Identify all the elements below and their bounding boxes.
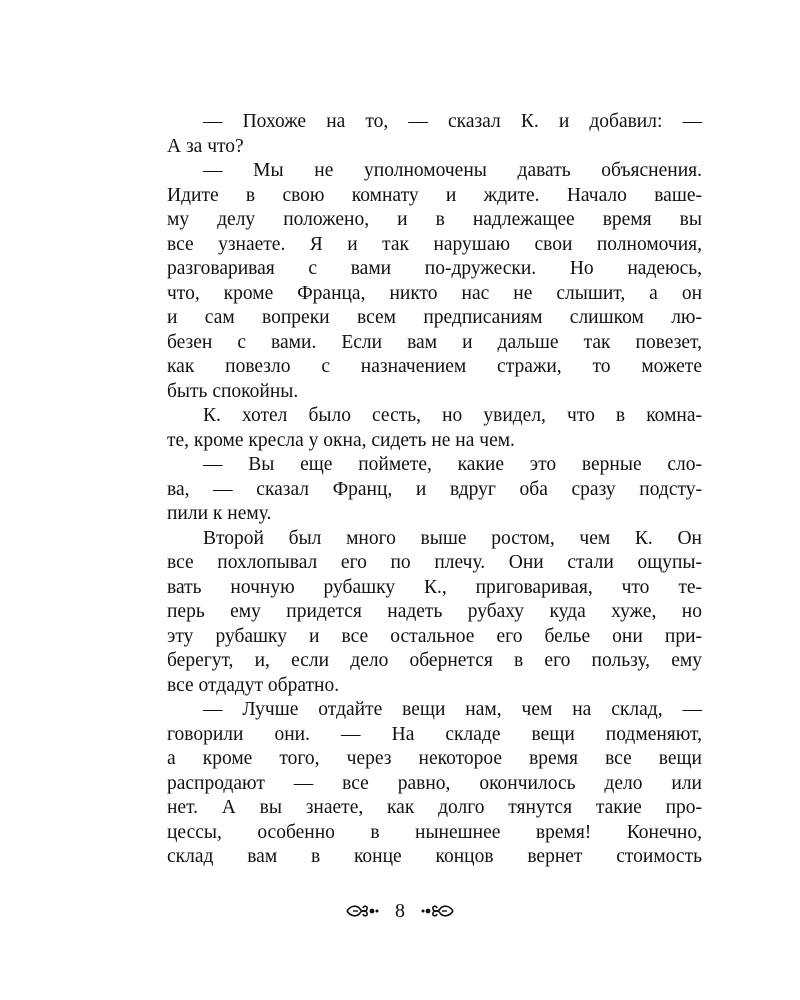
text-line: все узнаете. Я и так нарушаю свои полномочия, — [167, 233, 702, 255]
text-line: склад вам в конце концов вернет стоимость — [167, 846, 702, 867]
text-line: все похлопывал его по плечу. Они стали ощупы- — [167, 552, 702, 573]
text-line: а кроме того, через некоторое время все вещи — [167, 748, 702, 769]
text-line: что, кроме Франца, никто нас не слышит, а он — [167, 282, 702, 304]
left-floral-ornament-icon — [345, 903, 381, 919]
text-line: распродают — все равно, окончилось дело или — [167, 772, 702, 794]
text-line: как повезло с назначением стражи, то можете — [167, 356, 702, 377]
text-line: К. хотел было сесть, но увидел, что в комна- — [203, 405, 702, 426]
text-line: говорили они. — На складе вещи подменяют, — [167, 723, 702, 745]
text-line: и сам вопреки всем предписаниям слишком лю- — [167, 307, 702, 328]
page-number: 8 — [395, 900, 405, 922]
text-line: А за что? — [167, 135, 244, 157]
text-line: те, кроме кресла у окна, сидеть не на чем. — [167, 429, 515, 451]
text-line: — Вы еще поймете, какие это верные сло- — [203, 454, 702, 475]
text-line: берегут, и, если дело обернется в его пользу, ему — [167, 650, 702, 671]
text-line: разговаривая с вами по-дружески. Но надеюсь, — [167, 258, 702, 279]
page-footer — [0, 896, 800, 926]
text-line: — Похоже на то, — сказал К. и добавил: — — [203, 111, 702, 132]
text-line: все отдадут обратно. — [167, 674, 340, 696]
text-line: перь ему придется надеть рубаху куда хуже, но — [167, 601, 702, 622]
text-line: нет. А вы знаете, как долго тянутся такие про- — [167, 797, 702, 818]
text-line: Второй был много выше ростом, чем К. Он — [203, 527, 702, 549]
text-line: ва, — сказал Франц, и вдруг оба сразу подсту- — [167, 478, 702, 500]
right-floral-ornament-icon — [419, 903, 455, 919]
text-line: пили к нему. — [167, 503, 272, 524]
text-line: Идите в свою комнату и ждите. Начало ваше- — [167, 184, 702, 206]
text-line: му делу положено, и в надлежащее время вы — [167, 209, 702, 230]
text-line: эту рубашку и все остальное его белье они при- — [167, 625, 702, 647]
text-line: — Мы не уполномочены давать объяснения. — [203, 160, 702, 181]
text-line: вать ночную рубашку К., приговаривая, что те- — [167, 576, 702, 598]
text-line: — Лучше отдайте вещи нам, чем на склад, — — [203, 699, 702, 720]
body-text — [167, 110, 702, 870]
text-line: безен с вами. Если вам и дальше так повезет, — [167, 331, 702, 353]
text-line: быть спокойны. — [167, 380, 299, 402]
text-line: цессы, особенно в нынешнее время! Конечно, — [167, 821, 702, 843]
